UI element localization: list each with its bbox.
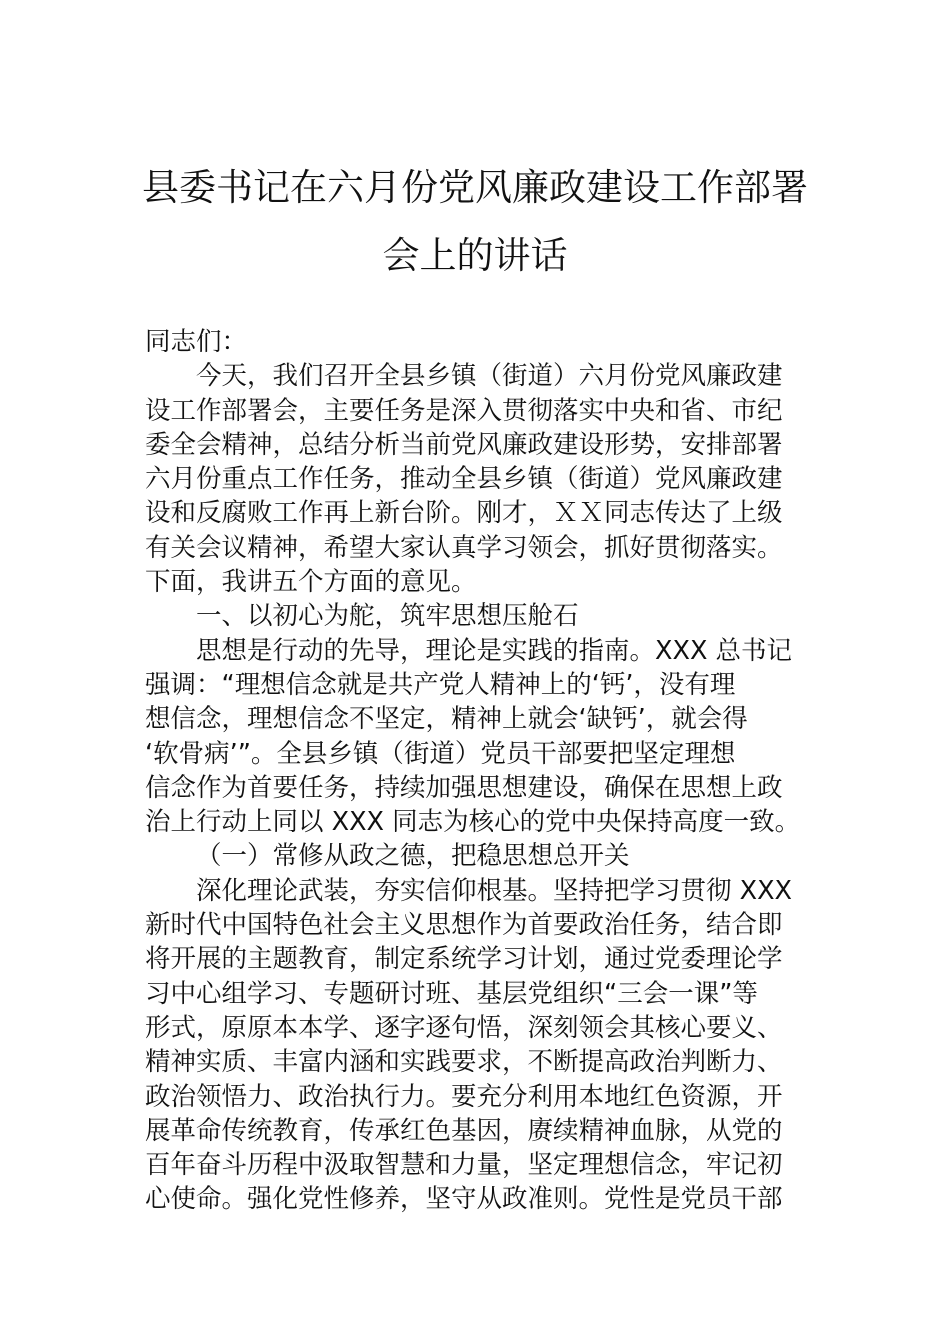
paragraph-line: 政治领悟力、政治执行力。要充分利用本地红色资源，开 [145, 1081, 783, 1112]
paragraph-line: 深化理论武装，夯实信仰根基。坚持把学习贯彻 XXX [196, 875, 793, 906]
paragraph-line: 精神实质、丰富内涵和实践要求，不断提高政治判断力、 [145, 1047, 783, 1078]
paragraph-line: 展革命传统教育，传承红色基因，赓续精神血脉，从党的 [145, 1115, 783, 1146]
paragraph-line: 百年奋斗历程中汲取智慧和力量，坚定理想信念，牢记初 [145, 1150, 783, 1181]
paragraph-line: 委全会精神，总结分析当前党风廉政建设形势，安排部署 [145, 429, 783, 460]
paragraph-line: 六月份重点工作任务，推动全县乡镇（街道）党风廉政建 [145, 464, 783, 495]
paragraph-line: 今天，我们召开全县乡镇（街道）六月份党风廉政建 [196, 361, 783, 392]
paragraph-line: 形式，原原本本学、逐字逐句悟，深刻领会其核心要义、 [145, 1012, 783, 1043]
paragraph-line: ‘软骨病’”。全县乡镇（街道）党员干部要把坚定理想 [145, 738, 736, 769]
document-body [145, 325, 825, 1217]
paragraph-line: 有关会议精神，希望大家认真学习领会，抓好贯彻落实。 [145, 532, 783, 563]
paragraph-line: 想信念，理想信念不坚定，精神上就会‘缺钙’，就会得 [145, 704, 748, 735]
paragraph-line: 将开展的主题教育，制定系统学习计划，通过党委理论学 [145, 944, 783, 975]
salutation: 同志们： [145, 327, 248, 357]
paragraph-line: 思想是行动的先导，理论是实践的指南。XXX 总书记 [196, 635, 793, 666]
paragraph-line: 信念作为首要任务，持续加强思想建设，确保在思想上政 [145, 772, 783, 803]
document-title-line-1: 县委书记在六月份党风廉政建设工作部署 [142, 166, 808, 209]
section-heading: 一、以初心为舵，筑牢思想压舱石 [196, 601, 579, 632]
paragraph-line: 治上行动上同以 XXX 同志为核心的党中央保持高度一致。 [145, 807, 801, 838]
document-title-line-2: 会上的讲话 [382, 234, 568, 277]
paragraph-line: 设和反腐败工作再上新台阶。刚才，ＸＸ同志传达了上级 [145, 498, 783, 529]
paragraph-line: 下面，我讲五个方面的意见。 [145, 567, 477, 598]
paragraph-line: 心使命。强化党性修养，坚守从政准则。党性是党员干部 [145, 1184, 783, 1215]
paragraph-line: 新时代中国特色社会主义思想作为首要政治任务，结合即 [145, 910, 783, 941]
paragraph-line: 习中心组学习、专题研讨班、基层党组织“三会一课”等 [145, 978, 758, 1009]
paragraph-line: 强调：“理想信念就是共产党人精神上的‘钙’，没有理 [145, 669, 736, 700]
subsection-heading: （一）常修从政之德，把稳思想总开关 [196, 841, 630, 872]
paragraph-line: 设工作部署会，主要任务是深入贯彻落实中央和省、市纪 [145, 395, 783, 426]
